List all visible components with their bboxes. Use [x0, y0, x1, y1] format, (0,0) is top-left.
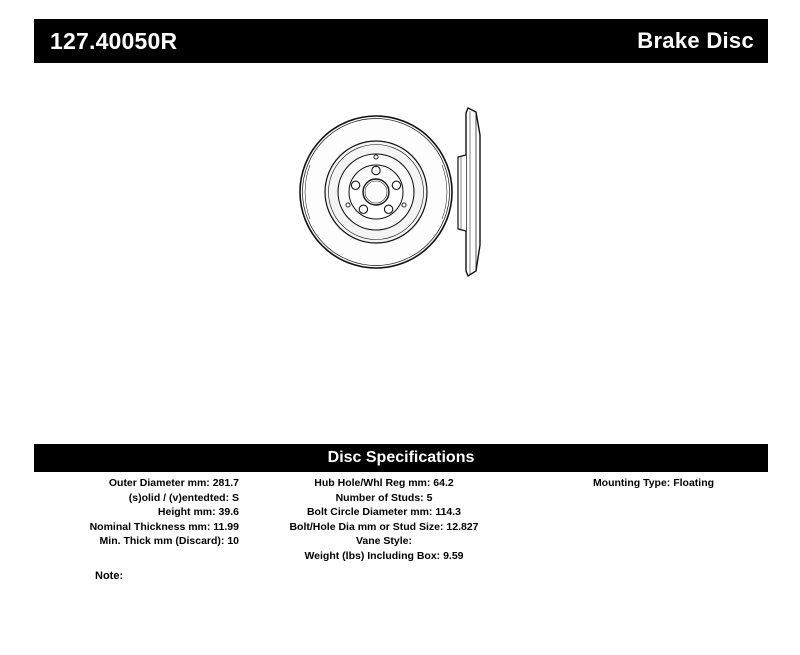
spec-solid-vented: (s)olid / (v)entedted: S: [128, 491, 239, 504]
footer-spacer: [0, 640, 800, 655]
spec-column-middle: [249, 476, 519, 564]
product-type-title: Brake Disc: [637, 28, 754, 53]
spec-vane-style: Vane Style:: [355, 535, 413, 548]
spec-min-thickness: Min. Thick mm (Discard): 10: [99, 535, 239, 548]
spec-column-left: [34, 476, 239, 549]
spec-height: Height mm: 39.6: [157, 506, 239, 519]
spec-nominal-thickness: Nominal Thickness mm: 11.99: [89, 520, 239, 533]
spec-weight: Weight (lbs) Including Box: 9.59: [304, 549, 464, 562]
specifications-area: [34, 476, 768, 586]
spec-bolt-hole-dia: Bolt/Hole Dia mm or Stud Size: 12.827: [289, 520, 479, 533]
spec-hub-hole: Hub Hole/Whl Reg mm: 64.2: [314, 477, 454, 489]
header-bar: [34, 19, 768, 63]
spec-number-of-studs: Number of Studs: 5: [335, 491, 433, 504]
spec-column-right: [539, 476, 768, 491]
spec-section-header: [34, 444, 768, 472]
part-number: 127.40050R: [50, 27, 178, 54]
spec-outer-diameter: Outer Diameter mm: 281.7: [108, 477, 239, 489]
spec-section-title: Disc Specifications: [327, 449, 475, 466]
spec-mounting-type: Mounting Type: Floating: [592, 477, 715, 489]
spec-bolt-circle-diameter: Bolt Circle Diameter mm: 114.3: [306, 506, 462, 519]
note-label: Note:: [95, 570, 124, 582]
brake-rotor-illustration: [280, 95, 540, 295]
